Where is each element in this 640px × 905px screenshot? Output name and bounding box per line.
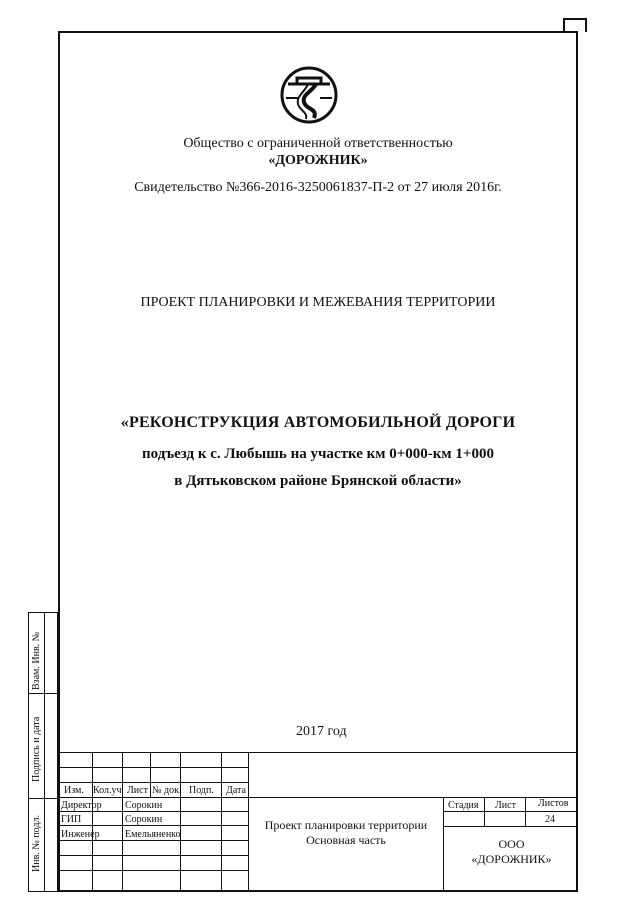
col-podp: Подп.	[189, 785, 214, 796]
stamp-doc-title-2: Основная часть	[306, 833, 386, 847]
name-engineer: Емельяненко	[125, 829, 181, 840]
certificate-line: Свидетельство №366-2016-3250061837-П-2 от 27 июля 2016г.	[134, 180, 502, 195]
col-kol-uch: Кол.уч	[93, 785, 122, 796]
project-type: ПРОЕКТ ПЛАНИРОВКИ И МЕЖЕВАНИЯ ТЕРРИТОРИИ	[140, 295, 496, 310]
side-label-podpis: Подпись и дата	[31, 716, 42, 782]
company-line-1: Общество с ограниченной ответственностью	[183, 136, 453, 151]
title-line-2: подъезд к с. Любышь на участке км 0+000-км 1+000	[142, 446, 494, 462]
side-label-vzam: Взам. Инв. №	[31, 631, 42, 690]
role-director: Директор	[61, 800, 102, 811]
col-nomer-dok: № док.	[152, 785, 182, 796]
col-data: Дата	[226, 785, 246, 796]
company-logo	[278, 64, 340, 126]
col-list: Лист	[127, 785, 148, 796]
stamp-top-line	[58, 752, 578, 753]
name-director: Сорокин	[125, 800, 163, 811]
stamp-stage-label: Стадия	[448, 800, 479, 811]
role-engineer: Инженер	[61, 829, 100, 840]
stamp-sheet-label: Лист	[495, 800, 516, 811]
title-line-1: «РЕКОНСТРУКЦИЯ АВТОМОБИЛЬНОЙ ДОРОГИ	[120, 414, 516, 431]
stamp-header-line	[58, 797, 578, 798]
stamp-doc-title-1: Проект планировки территории	[264, 818, 428, 832]
top-corner-strip	[563, 18, 587, 32]
company-name: «ДОРОЖНИК»	[268, 153, 368, 168]
stamp-org-1: ООО	[498, 837, 525, 851]
title-line-3: в Дятьковском районе Брянской области»	[174, 473, 462, 489]
stamp-org-2: «ДОРОЖНИК»	[471, 852, 552, 866]
side-divider	[44, 612, 45, 892]
name-gip: Сорокин	[125, 814, 163, 825]
stamp-sheets-value: 24	[545, 814, 555, 825]
side-label-inv: Инв. № подл.	[31, 815, 42, 872]
document-year: 2017 год	[296, 724, 347, 739]
stamp-sheets-label: Листов	[538, 798, 569, 809]
role-gip: ГИП	[61, 814, 82, 825]
col-izm: Изм.	[64, 785, 84, 796]
